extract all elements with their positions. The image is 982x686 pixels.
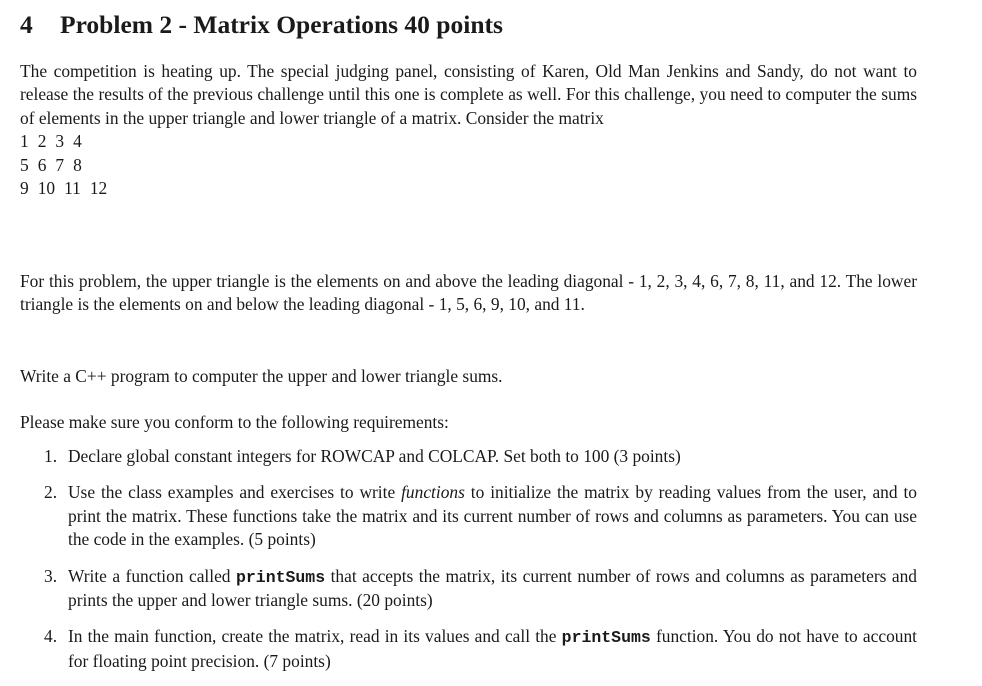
matrix-cell: 12 [89,178,108,199]
requirement-item [20,445,917,468]
requirement-text: In the main function, create the matrix, read in its values and call the [68,626,562,647]
section-number: 4 [20,10,33,39]
example-matrix [20,130,917,200]
matrix-cell: 10 [37,178,56,199]
task-paragraph: Write a C++ program to computer the upper and lower triangle sums. [20,366,503,386]
requirement-item [20,625,917,673]
section-heading [20,8,920,42]
matrix-cell: 2 [37,131,47,152]
requirement-item [20,481,917,551]
matrix-cell: 9 [20,178,29,199]
matrix-row [20,177,917,200]
section-title: Problem 2 - Matrix Operations 40 points [60,10,503,39]
requirements-list [20,445,917,686]
requirement-text: that accepts the matrix, its current number of rows and columns as parameters and prints the upper and lower triangle sums. (20 points) [68,565,917,611]
matrix-cell: 8 [73,154,82,175]
requirement-text: Write a function called [68,565,236,586]
intro-block [20,60,917,200]
requirement-item [20,565,917,613]
intro-paragraph: The competition is heating up. The special judging panel, consisting of Karen, Old Man Jenkins and Sandy, do not want to release the results of the previous challenge until this one is complete as well. For this challenge, you need to computer the sums of elements in the upper triangle and lower triangle of a matrix. Consider the matrix [20,61,917,128]
list-marker: 1. [44,446,58,466]
list-marker: 2. [44,482,58,503]
emphasis-text: functions [401,482,465,503]
matrix-cell: 1 [20,131,29,152]
matrix-cell: 3 [55,131,65,152]
requirement-text: Declare global constant integers for ROWCAP and COLCAP. Set both to 100 (3 points) [68,446,681,466]
matrix-cell: 11 [64,178,81,199]
document-page [20,8,920,671]
matrix-cell: 6 [37,154,47,175]
matrix-row [20,154,917,177]
matrix-cell: 7 [55,154,65,175]
requirement-text: Use the class examples and exercises to write [68,482,402,503]
list-marker: 3. [44,565,58,586]
triangles-paragraph: For this problem, the upper triangle is the elements on and above the leading diagonal - 1, 2, 3, 4, 6, 7, 8, 11, and 12. The lower triangle is the elements on and below the leading diagonal - 1, 5, 6, 9, 10, and 11. [20,271,917,315]
requirements-intro: Please make sure you conform to the following requirements: [20,412,449,432]
requirement-text: to initialize the matrix by reading values from the user, and to print the matrix. These functions take the matrix and its current number of rows and columns as parameters. You can use the code in the examples. (5 points) [68,482,917,550]
matrix-cell: 4 [73,131,82,152]
requirement-text: function. You do not have to account for floating point precision. (7 points) [68,626,918,671]
code-identifier: printSums [561,628,651,648]
matrix-row [20,130,917,153]
code-identifier: printSums [235,567,326,587]
matrix-cell: 5 [20,154,29,175]
list-marker: 4. [44,626,58,647]
